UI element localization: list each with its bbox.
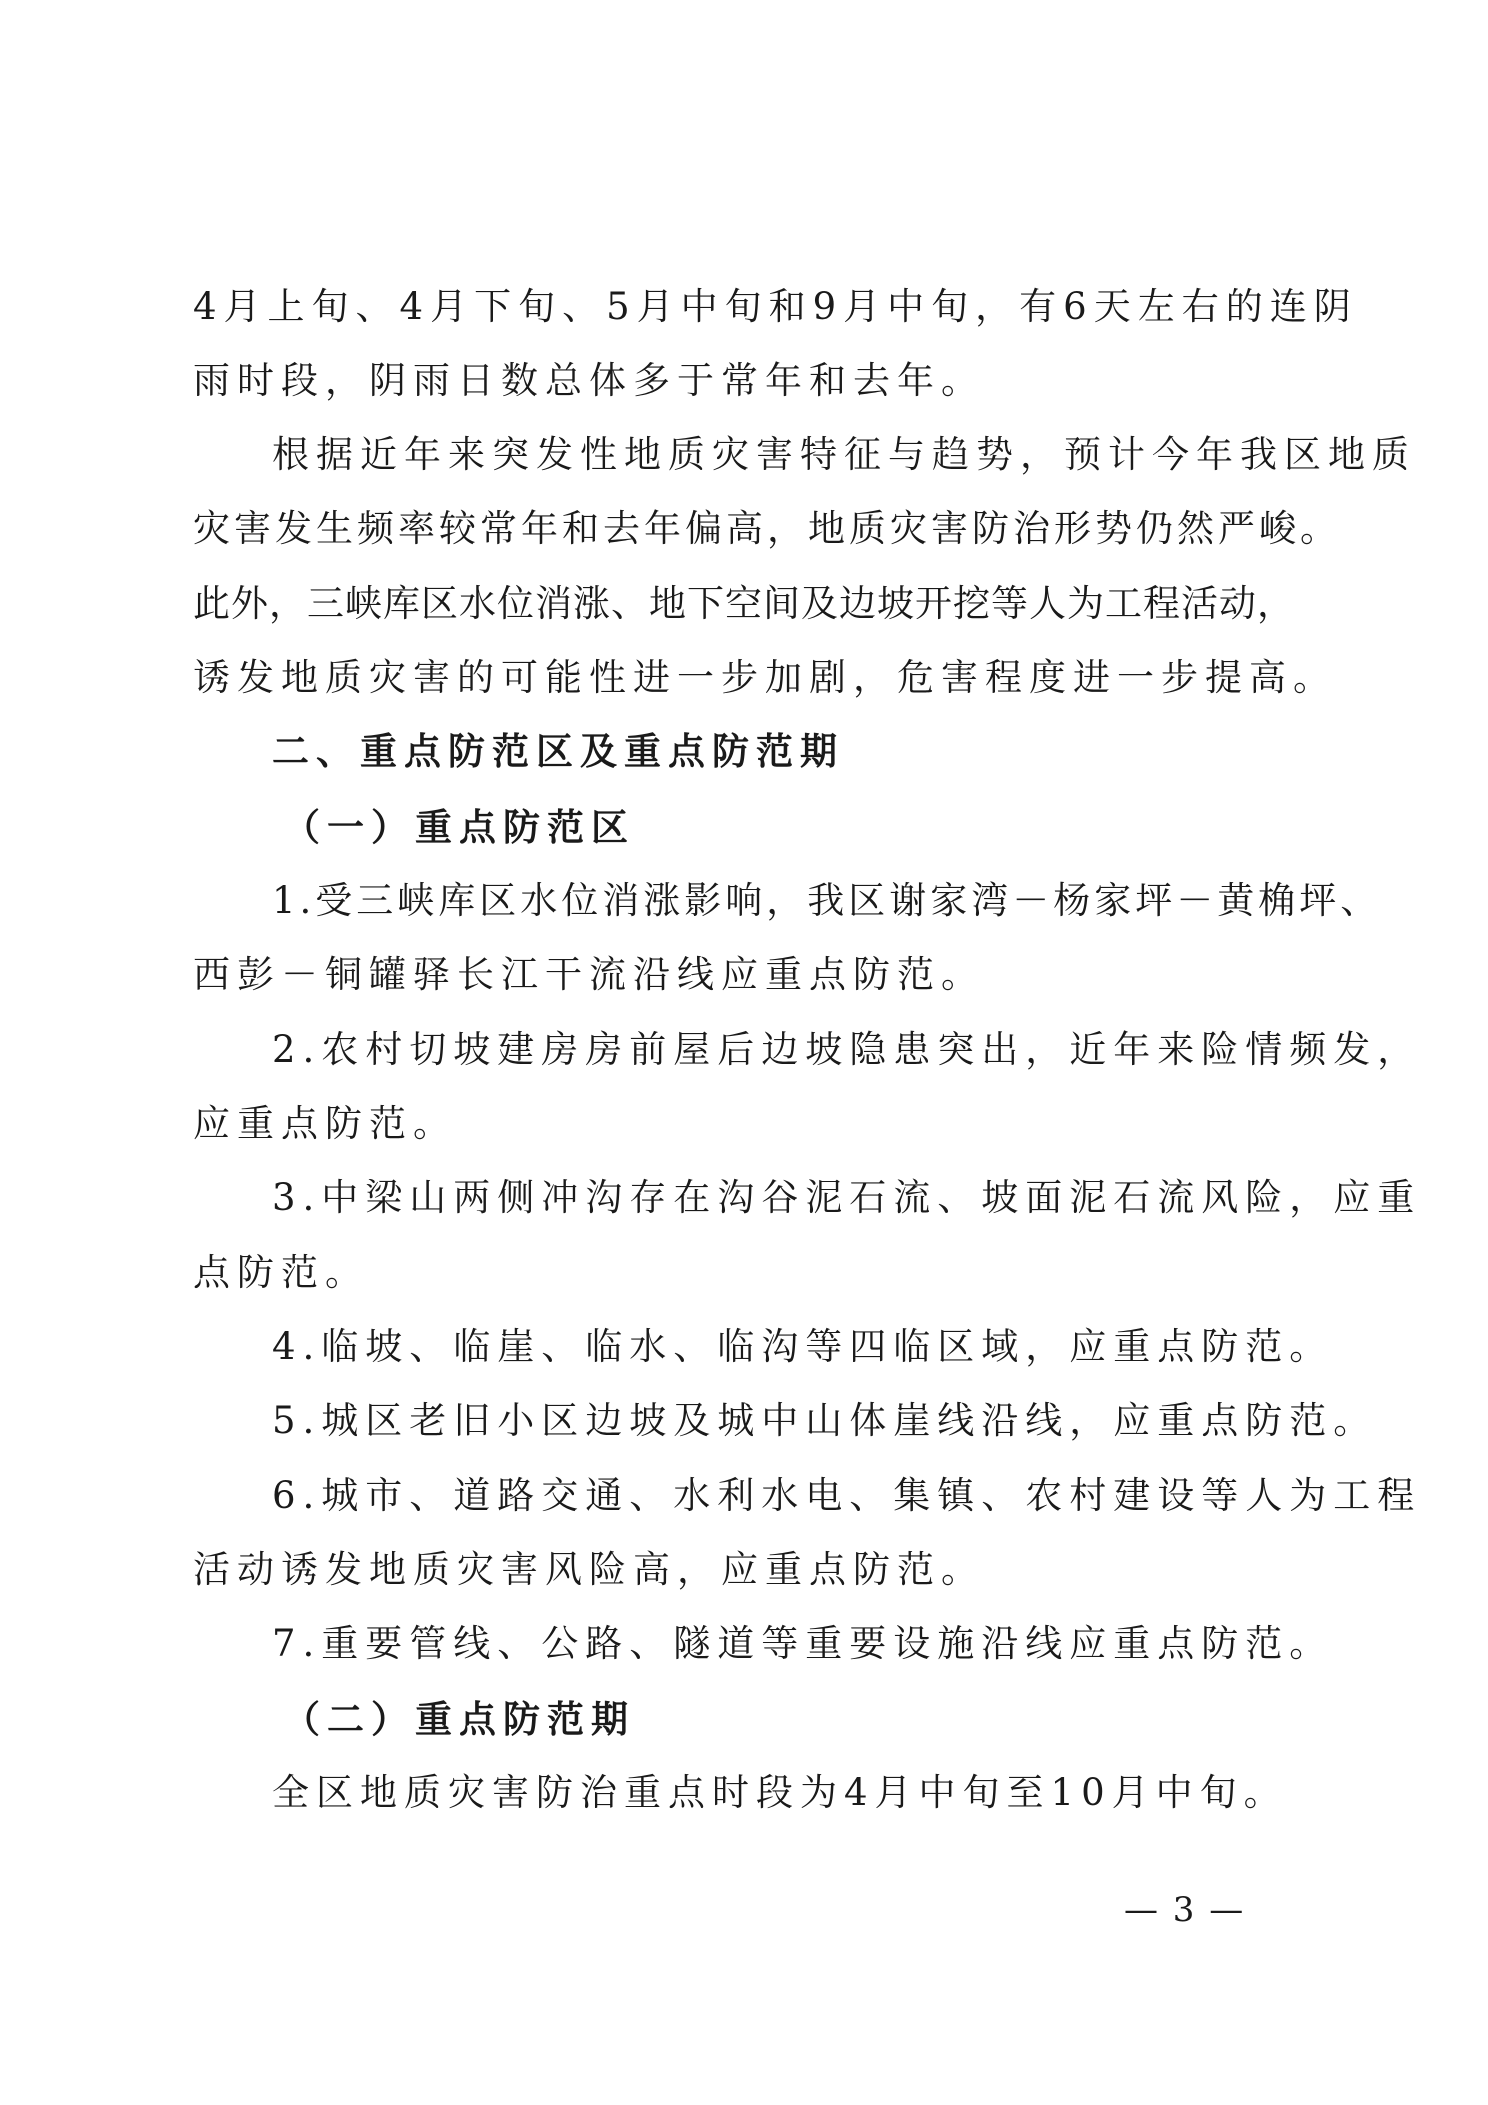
body-text-line: 4月上旬、4月下旬、5月中旬和9月中旬，有6天左右的连阴 <box>193 285 1358 328</box>
list-item-line: 5.城区老旧小区边坡及城中山体崖线沿线，应重点防范。 <box>272 1399 1378 1442</box>
section-heading: 二、重点防范区及重点防范期 <box>272 730 844 773</box>
body-text-line: 此外，三峡库区水位消涨、地下空间及边坡开挖等人为工程活动， <box>193 582 1295 625</box>
body-text-line: 雨时段，阴雨日数总体多于常年和去年。 <box>193 359 985 402</box>
list-item-line: 活动诱发地质灾害风险高，应重点防范。 <box>193 1548 985 1591</box>
list-item-line: 7.重要管线、公路、隧道等重要设施沿线应重点防范。 <box>272 1622 1334 1665</box>
body-text-line: 灾害发生频率较常年和去年偏高，地质灾害防治形势仍然严峻。 <box>193 507 1341 550</box>
body-text-line: 诱发地质灾害的可能性进一步加剧，危害程度进一步提高。 <box>193 656 1337 699</box>
list-item-line: 3.中梁山两侧冲沟存在沟谷泥石流、坡面泥石流风险，应重 <box>272 1176 1422 1219</box>
page-number: — 3 — <box>1124 1890 1246 1930</box>
list-item-line: 西彭－铜罐驿长江干流沿线应重点防范。 <box>193 953 985 996</box>
subsection-heading: （一）重点防范区 <box>283 805 635 849</box>
list-item-line: 6.城市、道路交通、水利水电、集镇、农村建设等人为工程 <box>272 1474 1422 1517</box>
list-item-line: 4.临坡、临崖、临水、临沟等四临区域，应重点防范。 <box>272 1325 1334 1368</box>
body-text-line: 全区地质灾害防治重点时段为4月中旬至10月中旬。 <box>272 1771 1288 1814</box>
list-item-line: 应重点防范。 <box>193 1102 457 1145</box>
subsection-heading: （二）重点防范期 <box>283 1697 635 1741</box>
body-text-line: 根据近年来突发性地质灾害特征与趋势，预计今年我区地质 <box>272 433 1416 476</box>
list-item-line: 点防范。 <box>193 1251 369 1294</box>
list-item-line: 2.农村切坡建房房前屋后边坡隐患突出，近年来险情频发， <box>272 1028 1422 1071</box>
list-item-line: 1.受三峡库区水位消涨影响，我区谢家湾－杨家坪－黄桷坪、 <box>272 879 1382 922</box>
